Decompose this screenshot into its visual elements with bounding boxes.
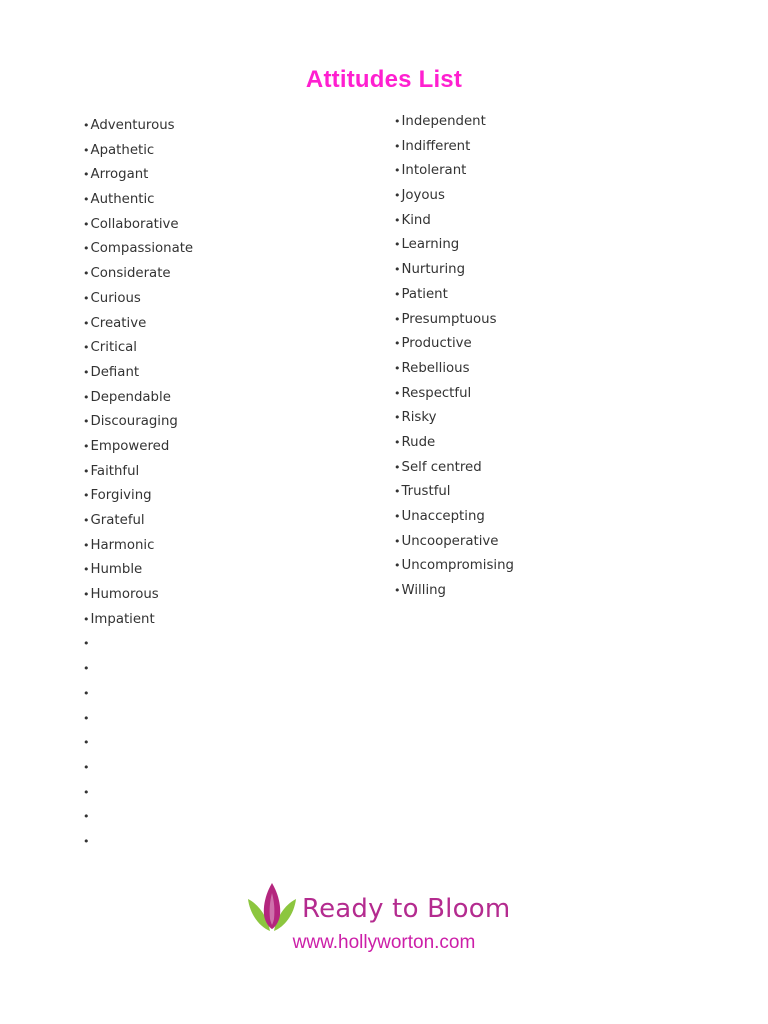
bullet: • [394, 189, 401, 203]
attitude-item [83, 410, 363, 435]
attitude-word: Compassionate [90, 241, 194, 257]
bullet: • [83, 711, 90, 725]
attitude-item [83, 213, 363, 238]
bullet: • [394, 115, 401, 128]
bullet: • [394, 287, 401, 301]
footer-logo [240, 875, 540, 965]
attitude-item [83, 707, 363, 732]
bullet: • [83, 242, 90, 256]
bullet: • [83, 662, 90, 676]
bullet: • [394, 312, 401, 326]
bullet: • [394, 534, 401, 548]
attitude-item [83, 188, 363, 213]
attitude-word: Arrogant [90, 167, 149, 183]
attitude-item [83, 682, 363, 707]
bullet: • [394, 263, 401, 277]
attitude-item [394, 579, 694, 604]
bullet: • [83, 291, 90, 305]
bullet: • [83, 390, 90, 404]
attitude-item [83, 830, 363, 855]
attitude-word: Indifferent [401, 138, 471, 154]
attitude-item [83, 731, 363, 756]
attitude-word: Apathetic [90, 142, 155, 158]
attitude-item [83, 756, 363, 781]
attitude-word: Authentic [90, 192, 155, 208]
bullet: • [83, 686, 90, 700]
bullet: • [83, 415, 90, 429]
bullet: • [83, 193, 90, 207]
attitude-word: Joyous [401, 188, 445, 204]
bullet: • [83, 563, 90, 577]
attitude-item [394, 406, 694, 431]
attitude-item [394, 233, 694, 258]
bullet: • [394, 435, 401, 449]
attitude-item [83, 361, 363, 386]
attitude-item [394, 382, 694, 407]
attitude-item [83, 583, 363, 608]
attitude-word: Independent [401, 114, 486, 129]
bullet: • [83, 538, 90, 552]
attitude-item [83, 163, 363, 188]
page-title: Attitudes List [305, 66, 463, 93]
bullet: • [394, 559, 401, 573]
attitude-item [394, 209, 694, 234]
bullet: • [83, 612, 90, 626]
bullet: • [83, 810, 90, 824]
bullet: • [83, 119, 90, 132]
bullet: • [394, 139, 401, 153]
attitude-word: Dependable [90, 389, 171, 405]
attitude-word: Harmonic [90, 537, 155, 553]
bullet: • [394, 411, 401, 425]
bullet: • [83, 316, 90, 330]
bullet: • [83, 489, 90, 503]
bullet: • [394, 238, 401, 252]
bullet: • [83, 365, 90, 379]
bullet: • [394, 361, 401, 375]
bullet: • [83, 588, 90, 602]
attitude-word: Respectful [401, 385, 472, 401]
attitude-word: Rebellious [401, 360, 470, 376]
attitude-word: Learning [401, 237, 460, 253]
bullet: • [83, 341, 90, 355]
attitude-word: Humorous [90, 587, 159, 603]
attitude-item [83, 484, 363, 509]
attitude-item [83, 262, 363, 287]
attitude-item [394, 184, 694, 209]
attitude-item [83, 781, 363, 806]
attitude-word: Trustful [401, 484, 451, 500]
attitude-item [83, 558, 363, 583]
bullet: • [394, 337, 401, 351]
bullet: • [83, 637, 90, 651]
attitude-word: Humble [90, 562, 143, 578]
attitude-item [83, 287, 363, 312]
bullet: • [83, 267, 90, 281]
bullet: • [394, 213, 401, 227]
attitude-item [394, 332, 694, 357]
attitude-word: Faithful [90, 463, 140, 479]
bullet: • [83, 514, 90, 527]
attitude-item [83, 114, 363, 139]
bullet: • [83, 834, 90, 848]
bullet: • [394, 164, 401, 178]
attitude-word: Self centred [401, 459, 482, 475]
attitude-item [83, 237, 363, 262]
attitude-item [394, 505, 694, 530]
attitude-word: Rude [401, 434, 436, 450]
attitude-item [394, 357, 694, 382]
tulip-icon [244, 879, 300, 935]
attitude-item [394, 554, 694, 579]
attitude-item [394, 480, 694, 505]
bullet: • [394, 386, 401, 400]
attitude-word: Willing [401, 583, 447, 599]
attitude-item [83, 805, 363, 830]
website-url[interactable]: www.hollyworton.com [292, 932, 476, 953]
attitude-word: Critical [90, 340, 138, 356]
attitude-word: Creative [90, 315, 147, 331]
attitude-word: Kind [401, 212, 431, 228]
attitudes-list-left [83, 114, 363, 855]
attitude-word: Curious [90, 290, 141, 306]
attitude-item [83, 534, 363, 559]
attitude-word: Empowered [90, 438, 170, 454]
attitude-word: Impatient [90, 611, 155, 627]
attitude-word: Forgiving [90, 488, 152, 504]
attitude-word: Uncompromising [401, 558, 514, 574]
attitude-item [83, 608, 363, 633]
attitude-item [83, 386, 363, 411]
attitude-item [83, 632, 363, 657]
bullet: • [83, 760, 90, 774]
attitude-word: Considerate [90, 266, 171, 282]
bullet: • [83, 736, 90, 750]
bullet: • [83, 785, 90, 799]
attitude-item [394, 159, 694, 184]
attitude-item [394, 431, 694, 456]
attitude-item [394, 110, 694, 135]
attitude-word: Patient [401, 286, 448, 302]
attitude-word: Presumptuous [401, 311, 497, 327]
attitude-item [83, 336, 363, 361]
bullet: • [83, 464, 90, 478]
bullet: • [394, 584, 401, 598]
bullet: • [394, 510, 401, 523]
attitude-item [83, 460, 363, 485]
attitude-item [394, 308, 694, 333]
attitude-word: Intolerant [401, 163, 467, 179]
attitude-item [83, 435, 363, 460]
attitude-word: Collaborative [90, 216, 179, 232]
attitude-word: Risky [401, 410, 437, 426]
bullet: • [83, 143, 90, 157]
attitude-item [83, 312, 363, 337]
attitude-word: Nurturing [401, 262, 466, 278]
attitude-word: Unaccepting [401, 509, 485, 524]
attitude-item [394, 456, 694, 481]
bullet: • [394, 460, 401, 474]
attitude-item [394, 135, 694, 160]
bullet: • [394, 485, 401, 499]
bullet: • [83, 439, 90, 453]
attitude-item [394, 258, 694, 283]
attitude-item [394, 530, 694, 555]
attitude-word: Productive [401, 336, 472, 352]
attitude-word: Discouraging [90, 414, 178, 430]
attitude-word: Grateful [90, 513, 145, 528]
attitude-word: Adventurous [90, 118, 175, 133]
attitude-item [83, 509, 363, 534]
attitude-item [83, 139, 363, 164]
bullet: • [83, 217, 90, 231]
attitude-word: Uncooperative [401, 533, 499, 549]
bullet: • [83, 168, 90, 182]
attitude-item [394, 283, 694, 308]
attitude-item [83, 657, 363, 682]
attitude-word: Defiant [90, 364, 140, 380]
brand-name: Ready to Bloom [302, 894, 511, 924]
attitudes-list-right [394, 110, 694, 604]
